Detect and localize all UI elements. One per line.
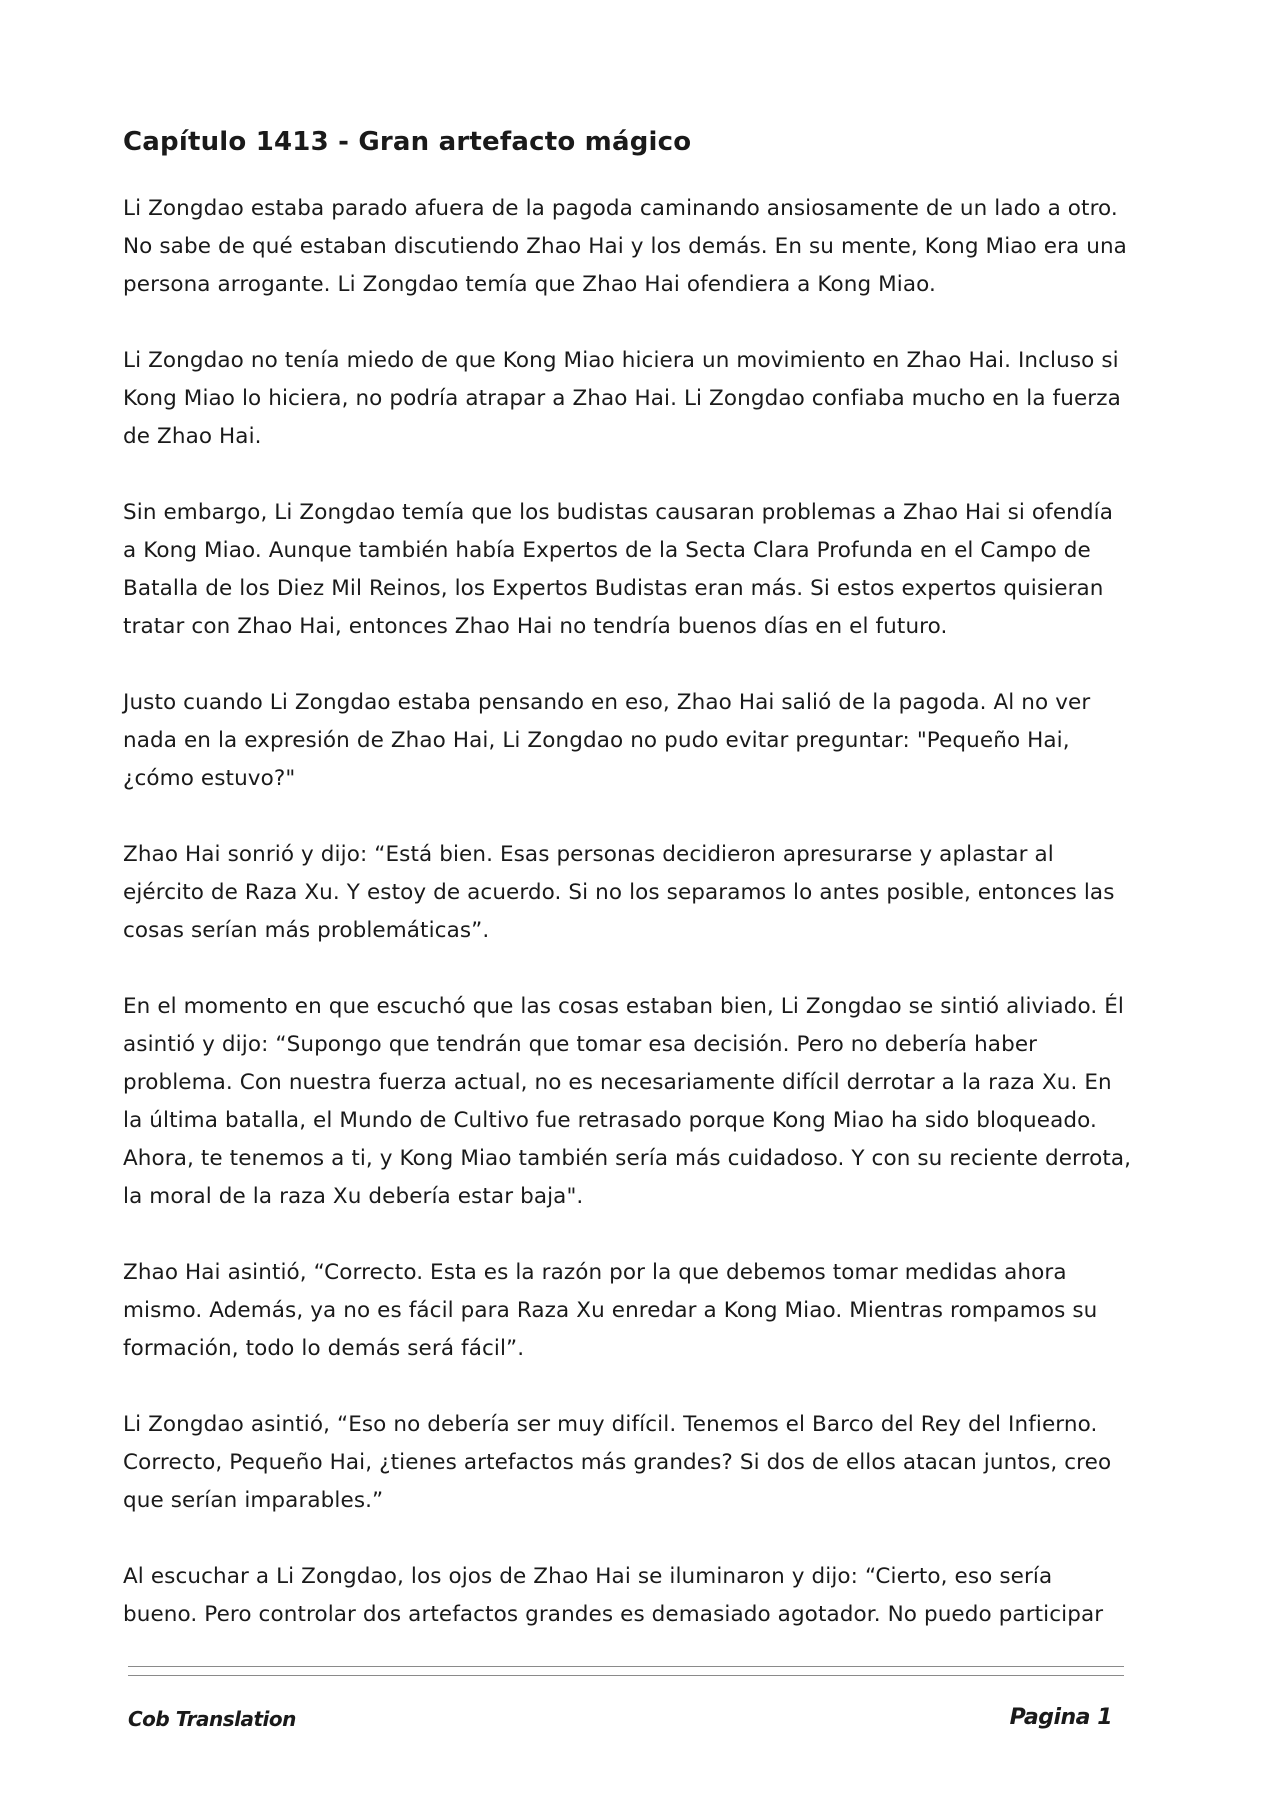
footer-page-number: Pagina 1 [1009,1705,1112,1730]
paragraph: En el momento en que escuchó que las cosas estaban bien, Li Zongdao se sintió aliviado. Él asintió y dijo: “Supongo que tendrán que tomar esa decisión. Pero no debería haber problema. Con nuestra fuerza actual, no es necesariamente difícil derrotar a la raza Xu. En la última batalla, el Mundo de Cultivo fue retrasado porque Kong Miao ha sido bloqueado. Ahora, te tenemos a ti, y Kong Miao también sería más cuidadoso. Y con su reciente derrota, la moral de la raza Xu debería estar baja". [123,994,1132,1209]
document-body [123,122,1133,1672]
paragraph: Al escuchar a Li Zongdao, los ojos de Zhao Hai se iluminaron y dijo: “Cierto, eso sería bueno. Pero controlar dos artefactos grandes es demasiado agotador. No puedo participar [123,1564,1104,1627]
paragraph: Li Zongdao estaba parado afuera de la pagoda caminando ansiosamente de un lado a otro. No sabe de qué estaban discutiendo Zhao Hai y los demás. En su mente, Kong Miao era una persona arrogante. Li Zongdao temía que Zhao Hai ofendiera a Kong Miao. [123,196,1127,297]
paragraph: Li Zongdao asintió, “Eso no debería ser muy difícil. Tenemos el Barco del Rey del Infierno. Correcto, Pequeño Hai, ¿tienes artefactos más grandes? Si dos de ellos atacan juntos, creo que serían imparables.” [123,1412,1112,1513]
paragraph: Zhao Hai sonrió y dijo: “Está bien. Esas personas decidieron apresurarse y aplastar al ejército de Raza Xu. Y estoy de acuerdo. Si no los separamos lo antes posible, entonces las cosas serían más problemáticas”. [123,842,1115,943]
footer-divider-bottom [128,1675,1124,1676]
paragraph: Sin embargo, Li Zongdao temía que los budistas causaran problemas a Zhao Hai si ofendía a Kong Miao. Aunque también había Expertos de la Secta Clara Profunda en el Campo de Batalla de los Diez Mil Reinos, los Expertos Budistas eran más. Si estos expertos quisieran tratar con Zhao Hai, entonces Zhao Hai no tendría buenos días en el futuro. [123,500,1113,639]
paragraph: Justo cuando Li Zongdao estaba pensando en eso, Zhao Hai salió de la pagoda. Al no ver nada en la expresión de Zhao Hai, Li Zongdao no pudo evitar preguntar: "Pequeño Hai, ¿cómo estuvo?" [123,690,1091,791]
footer-divider-top [128,1666,1124,1667]
paragraph: Zhao Hai asintió, “Correcto. Esta es la razón por la que debemos tomar medidas ahora mismo. Además, ya no es fácil para Raza Xu enredar a Kong Miao. Mientras rompamos su formación, todo lo demás será fácil”. [123,1260,1098,1361]
chapter-title: Capítulo 1413 - Gran artefacto mágico [123,127,692,157]
paragraph: Li Zongdao no tenía miedo de que Kong Miao hiciera un movimiento en Zhao Hai. Incluso si Kong Miao lo hiciera, no podría atrapar a Zhao Hai. Li Zongdao confiaba mucho en la fuerza de Zhao Hai. [123,348,1121,449]
footer-translator-credit: Cob Translation [128,1707,296,1731]
